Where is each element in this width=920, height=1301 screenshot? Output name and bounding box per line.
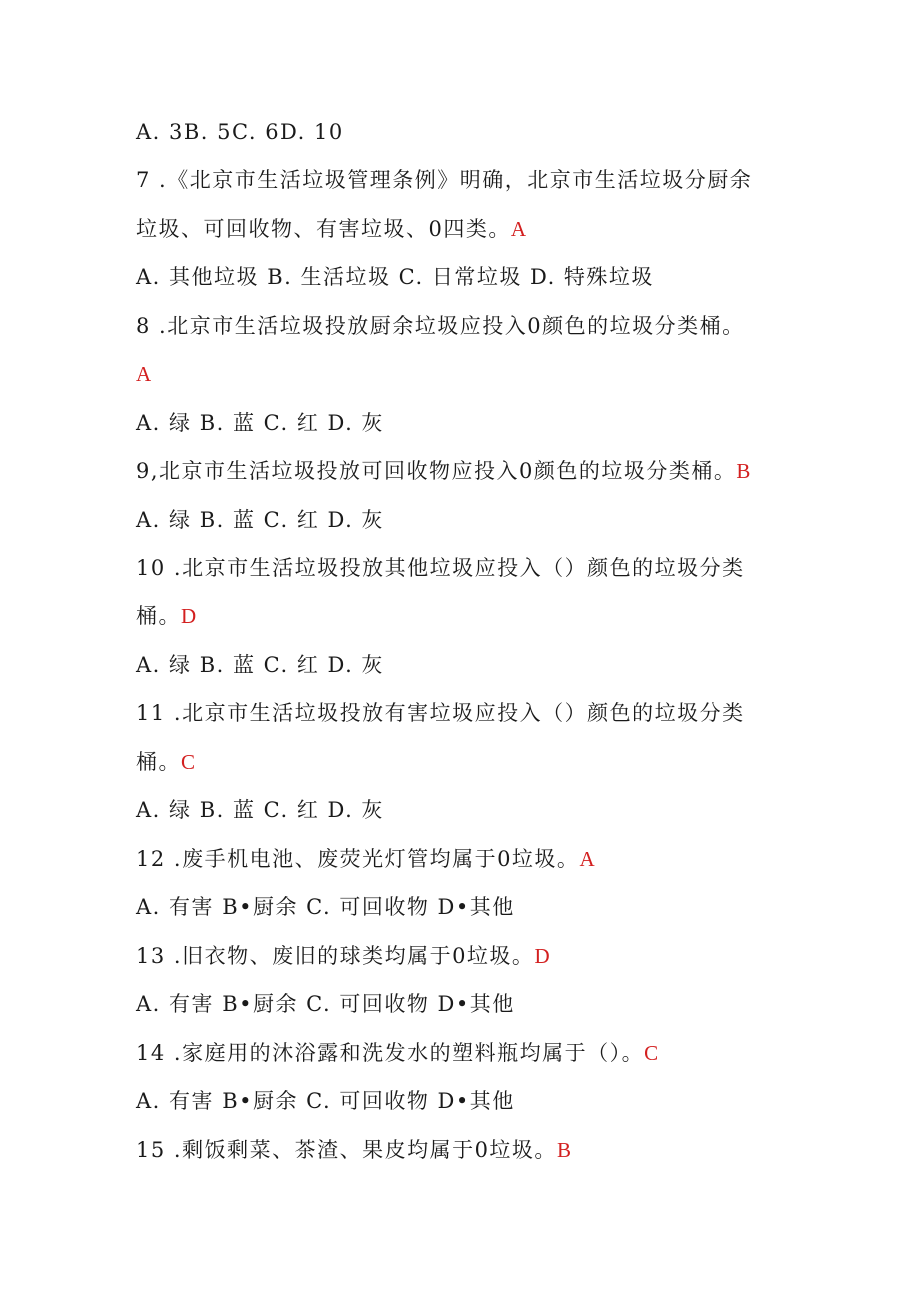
line-text: 13 .旧衣物、废旧的球类均属于0垃圾。 (136, 944, 535, 968)
line-text: 7 .《北京市生活垃圾管理条例》明确，北京市生活垃圾分厨余 (136, 168, 753, 192)
line-text: A. 其他垃圾 B. 生活垃圾 C. 日常垃圾 D. 特殊垃圾 (136, 265, 654, 289)
line-text: 桶。 (136, 750, 181, 774)
options-line (136, 408, 384, 438)
answer-mark: A (136, 362, 152, 386)
line-text: A. 3B. 5C. 6D. 10 (136, 120, 344, 144)
question-line (136, 456, 750, 486)
options-line (136, 262, 654, 292)
answer-mark: C (181, 750, 196, 774)
options-line (136, 505, 384, 535)
text-line (136, 117, 344, 147)
question-line (136, 553, 745, 583)
question-line (136, 1038, 658, 1068)
answer-mark: A (510, 217, 527, 241)
line-text: A. 有害 B•厨余 C. 可回收物 D•其他 (136, 895, 515, 919)
line-text: A. 绿 B. 蓝 C. 红 D. 灰 (136, 411, 384, 435)
options-line (136, 989, 515, 1019)
line-text: A. 有害 B•厨余 C. 可回收物 D•其他 (136, 992, 515, 1016)
answer-mark: B (736, 459, 751, 483)
line-text: A. 绿 B. 蓝 C. 红 D. 灰 (136, 798, 384, 822)
line-text: 10 .北京市生活垃圾投放其他垃圾应投入（）颜色的垃圾分类 (136, 556, 745, 580)
options-line (136, 1086, 515, 1116)
line-text: 12 .废手机电池、废荧光灯管均属于0垃圾。 (136, 847, 580, 871)
line-text: 15 .剩饭剩菜、茶渣、果皮均属于0垃圾。 (136, 1138, 557, 1162)
question-line (136, 601, 196, 631)
answer-mark: B (556, 1138, 571, 1162)
answer-mark: D (181, 604, 197, 628)
line-text: A. 绿 B. 蓝 C. 红 D. 灰 (136, 508, 384, 532)
question-line (136, 1135, 571, 1165)
options-line (136, 650, 384, 680)
options-line (136, 795, 384, 825)
question-line (136, 747, 195, 777)
line-text: 8 .北京市生活垃圾投放厨余垃圾应投入0颜色的垃圾分类桶。 (136, 314, 745, 338)
question-line (136, 165, 752, 195)
answer-mark: C (644, 1041, 659, 1065)
question-line (136, 698, 745, 728)
line-text: 桶。 (136, 604, 181, 628)
question-line (136, 941, 550, 971)
answer-line (136, 359, 151, 389)
answer-mark: D (534, 944, 550, 968)
line-text: 11 .北京市生活垃圾投放有害垃圾应投入（）颜色的垃圾分类 (136, 701, 745, 725)
question-line (136, 311, 745, 341)
line-text: 垃圾、可回收物、有害垃圾、0四类。 (136, 217, 511, 241)
question-line (136, 214, 526, 244)
line-text: 9,北京市生活垃圾投放可回收物应投入0颜色的垃圾分类桶。 (136, 459, 737, 483)
question-line (136, 844, 595, 874)
answer-mark: A (579, 847, 595, 871)
line-text: A. 有害 B•厨余 C. 可回收物 D•其他 (136, 1089, 515, 1113)
options-line (136, 892, 515, 922)
line-text: A. 绿 B. 蓝 C. 红 D. 灰 (136, 653, 384, 677)
line-text: 14 .家庭用的沐浴露和洗发水的塑料瓶均属于（）。 (136, 1041, 645, 1065)
